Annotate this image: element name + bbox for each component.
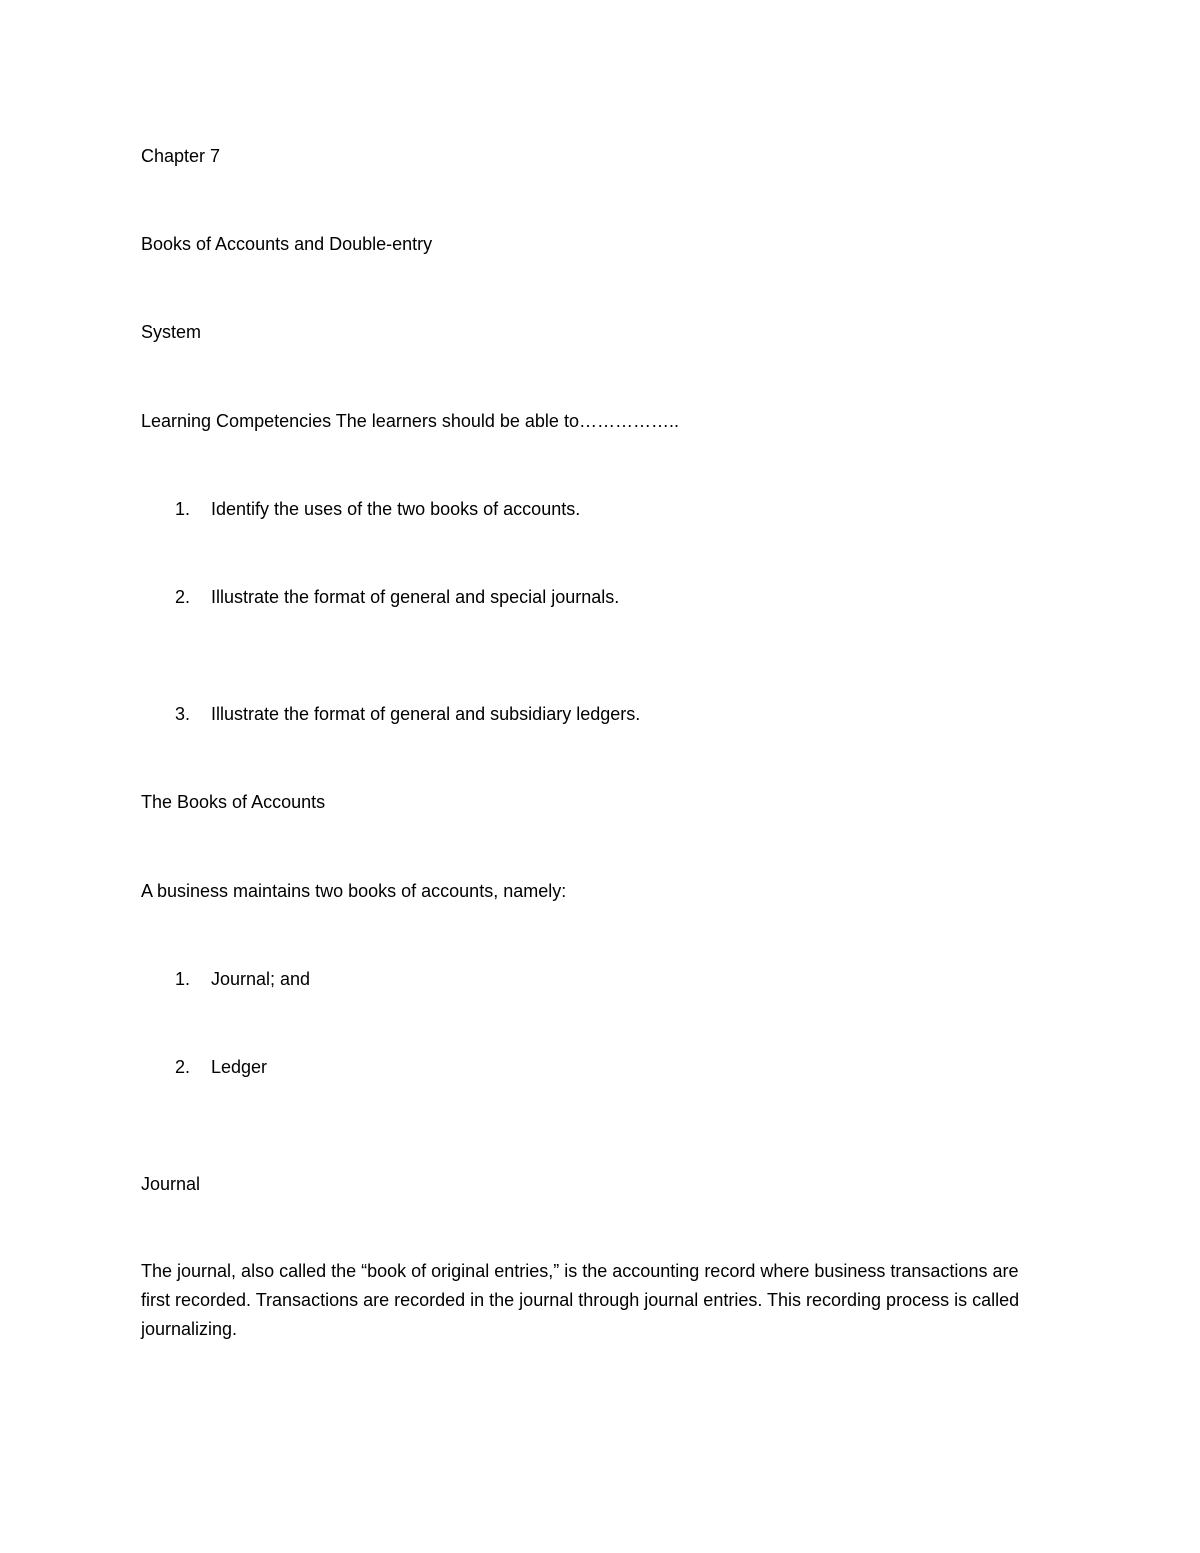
list-text: Identify the uses of the two books of accounts. (211, 499, 581, 519)
competency-item-2 (175, 586, 619, 608)
list-number: 3. (175, 704, 191, 724)
list-text: Journal; and (211, 969, 311, 989)
books-item-2 (175, 1056, 267, 1078)
list-number: 2. (175, 587, 191, 607)
section-heading: The Books of Accounts (141, 792, 326, 812)
title-line-2: System (141, 322, 202, 342)
list-text: Illustrate the format of general and subsidiary ledgers. (211, 704, 641, 724)
chapter-label: Chapter 7 (141, 146, 221, 166)
competency-item-3 (175, 703, 640, 725)
books-intro: A business maintains two books of accounts, namely: (141, 881, 567, 901)
competencies-intro: Learning Competencies The learners should be able to…………….. (141, 411, 679, 431)
list-text: Ledger (211, 1057, 268, 1077)
journal-paragraph: The journal, also called the “book of original entries,” is the accounting record where business transactions are first recorded. Transactions are recorded in the journal through journal entries. This recording process is called journalizing. (141, 1261, 1020, 1339)
books-item-1 (175, 968, 310, 990)
journal-heading: Journal (141, 1174, 201, 1194)
title-line-1: Books of Accounts and Double-entry (141, 234, 433, 254)
list-number: 2. (175, 1057, 191, 1077)
list-number: 1. (175, 969, 191, 989)
list-text: Illustrate the format of general and special journals. (211, 587, 620, 607)
list-number: 1. (175, 499, 191, 519)
competency-item-1 (175, 498, 580, 520)
